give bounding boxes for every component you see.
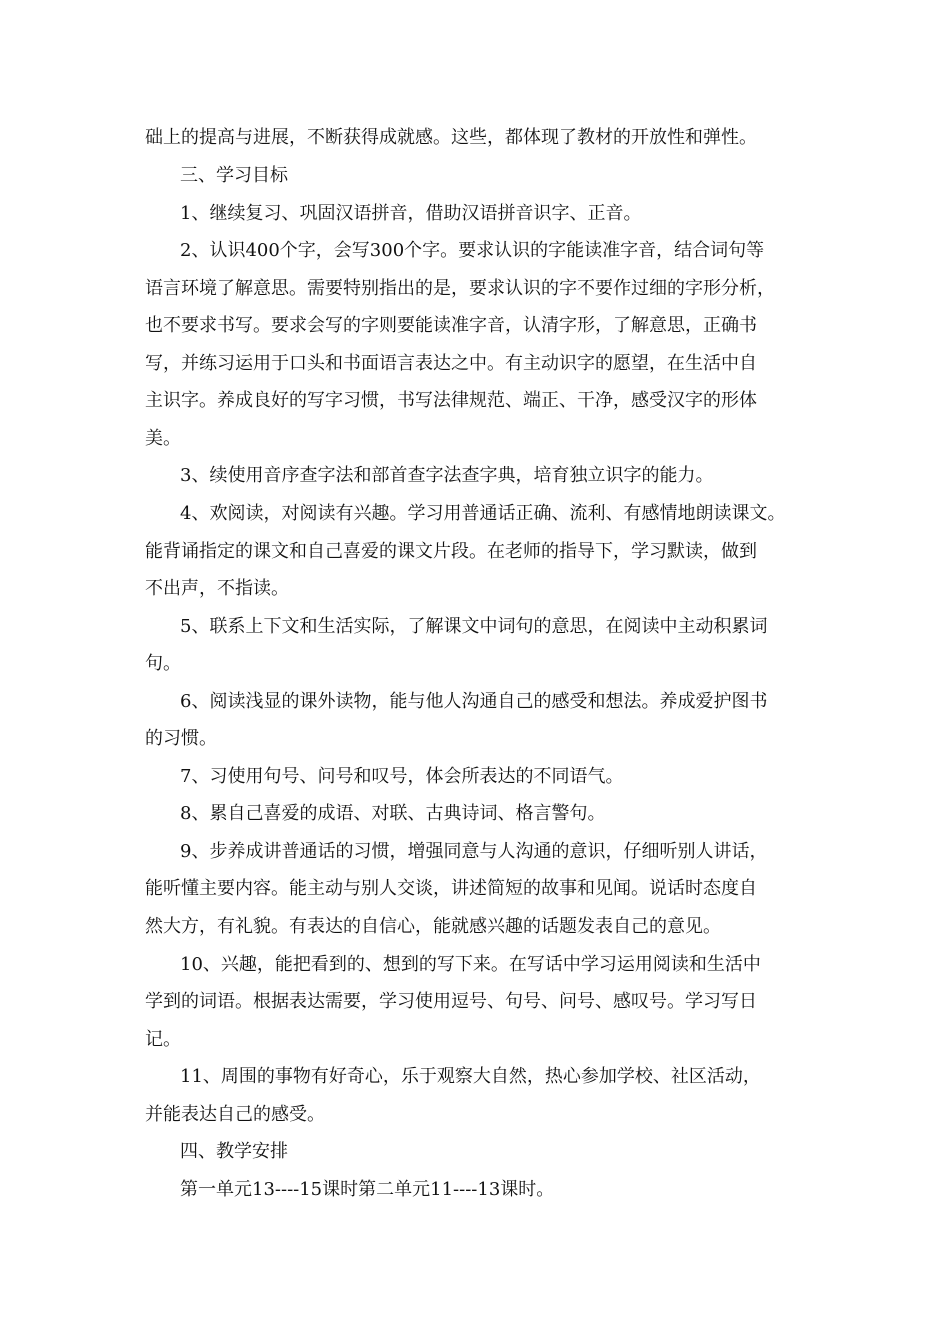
- text-line: 7、习使用句号、问号和叹号，体会所表达的不同语气。: [180, 766, 624, 787]
- text-line: 3、续使用音序查字法和部首查字法查字典，培育独立识字的能力。: [180, 465, 714, 486]
- text-line: 10、兴趣，能把看到的、想到的写下来。在写话中学习运用阅读和生活中: [180, 954, 761, 975]
- text-line: 5、联系上下文和生活实际，了解课文中词句的意思，在阅读中主动积累词: [180, 616, 768, 637]
- text-line: 主识字。养成良好的写字习惯，书写法律规范、端正、干净，感受汉字的形体: [145, 390, 757, 411]
- text-line: 不出声，不指读。: [145, 578, 289, 599]
- text-line: 并能表达自己的感受。: [145, 1104, 325, 1125]
- text-line: 础上的提高与进展，不断获得成就感。这些，都体现了教材的开放性和弹性。: [145, 127, 757, 148]
- section-heading: 四、教学安排: [180, 1141, 288, 1162]
- text-line: 也不要求书写。要求会写的字则要能读准字音，认清字形，了解意思，正确书: [145, 315, 757, 336]
- text-line: 句。: [145, 653, 181, 674]
- text-line: 9、步养成讲普通话的习惯，增强同意与人沟通的意识，仔细听别人讲话，: [180, 841, 768, 862]
- text-line: 学到的词语。根据表达需要，学习使用逗号、句号、问号、感叹号。学习写日: [145, 991, 757, 1012]
- text-line: 11、周围的事物有好奇心，乐于观察大自然，热心参加学校、社区活动，: [180, 1066, 761, 1087]
- text-line: 能听懂主要内容。能主动与别人交谈，讲述简短的故事和见闻。说话时态度自: [145, 878, 757, 899]
- text-line: 能背诵指定的课文和自己喜爱的课文片段。在老师的指导下，学习默读，做到: [145, 541, 757, 562]
- text-line: 8、累自己喜爱的成语、对联、古典诗词、格言警句。: [180, 803, 606, 824]
- text-line: 2、认识400个字，会写300个字。要求认识的字能读准字音，结合词句等: [180, 240, 765, 261]
- text-line: 的习惯。: [145, 728, 217, 749]
- text-line: 1、继续复习、巩固汉语拼音，借助汉语拼音识字、正音。: [180, 203, 642, 224]
- text-line: 美。: [145, 428, 181, 449]
- text-line: 6、阅读浅显的课外读物，能与他人沟通自己的感受和想法。养成爱护图书: [180, 691, 768, 712]
- text-line: 第一单元13----15课时第二单元11----13课时。: [180, 1179, 555, 1200]
- text-line: 写，并练习运用于口头和书面语言表达之中。有主动识字的愿望，在生活中自: [145, 353, 757, 374]
- text-line: 记。: [145, 1029, 181, 1050]
- section-heading: 三、学习目标: [180, 165, 288, 186]
- text-line: 然大方，有礼貌。有表达的自信心，能就感兴趣的话题发表自己的意见。: [145, 916, 721, 937]
- text-line: 4、欢阅读，对阅读有兴趣。学习用普通话正确、流利、有感情地朗读课文。: [180, 503, 786, 524]
- text-line: 语言环境了解意思。需要特别指出的是，要求认识的字不要作过细的字形分析，: [145, 278, 775, 299]
